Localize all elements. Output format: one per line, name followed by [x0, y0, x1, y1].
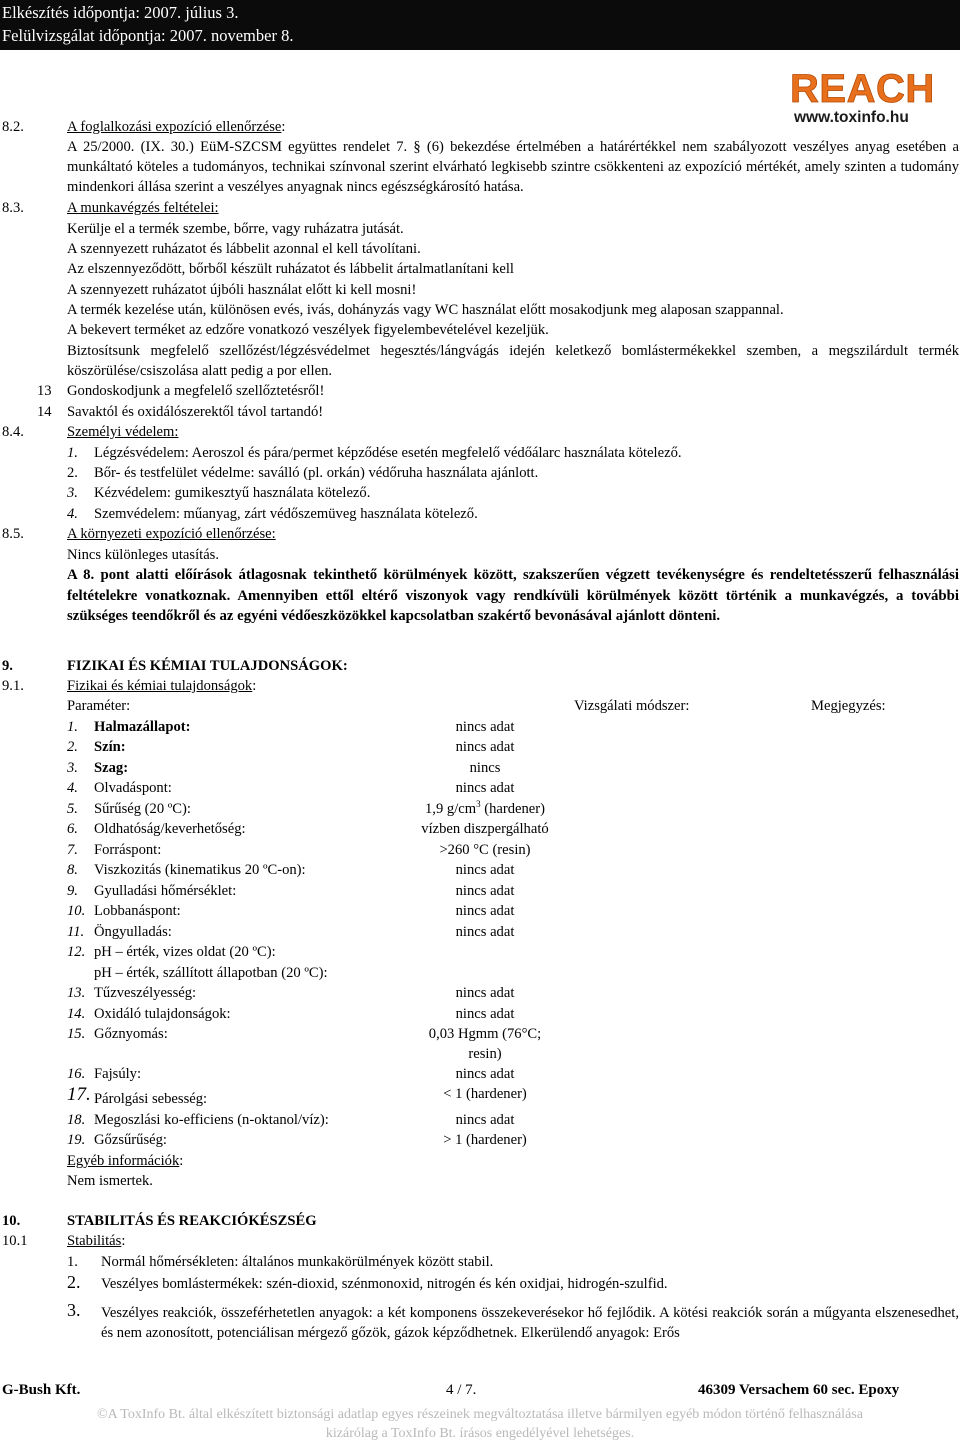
footer-product: 46309 Versachem 60 sec. Epoxy — [698, 1382, 900, 1398]
property-label: Oldhatóság/keverhetőség: — [94, 821, 246, 837]
property-value: > 1 (hardener) — [443, 1132, 527, 1148]
property-label: Fajsúly: — [94, 1066, 142, 1082]
section-10-1-title: Stabilitás — [67, 1233, 122, 1249]
property-number: 1. — [67, 719, 78, 735]
property-value: nincs adat — [455, 739, 515, 755]
property-value: nincs adat — [455, 719, 515, 735]
property-number: 5. — [67, 801, 78, 817]
copyright-disclaimer: ©A ToxInfo Bt. által elkészített biztonsági adatlap egyes részeinek megváltoztatása illetve bármilyen egyéb módon történő felhasználása — [97, 1407, 863, 1422]
protection-item-number: 3. — [67, 485, 78, 501]
other-info-heading — [67, 1151, 183, 1171]
property-number: 19. — [67, 1132, 86, 1148]
section-8-2-colon: : — [281, 119, 286, 135]
work-condition-line: A termék kezelése után, különösen evés, ivás, dohányzás vagy WC használat előtt mosakodjunk meg alaposan szappannal. — [67, 302, 784, 318]
property-label: Oxidáló tulajdonságok: — [94, 1006, 231, 1022]
property-label: Viszkozitás (kinematikus 20 ºC-on): — [94, 862, 306, 878]
property-value: < 1 (hardener) — [443, 1086, 527, 1102]
section-10-title: STABILITÁS ÉS REAKCIÓKÉSZSÉG — [67, 1213, 317, 1229]
property-value: nincs adat — [455, 985, 515, 1001]
property-label: Szag: — [94, 760, 129, 776]
property-label: Forráspont: — [94, 842, 162, 858]
stability-item-text: Veszélyes reakciók, összeférhetetlen anyagok: a két komponens összekeverésekor hő fejlődik. A kötési reakciók során a műgyanta elszenesedhet, és nem azonosított, potenciálisan mérgező gőzök, gázok képződhetnek. Elkerülendő anyagok: Erős — [101, 1305, 959, 1341]
footer-company: G-Bush Kft. — [2, 1382, 81, 1398]
column-header-method: Vizsgálati módszer: — [574, 698, 690, 714]
revision-date: Felülvizsgálat időpontja: 2007. november 8. — [2, 26, 294, 45]
work-condition-paragraph: Biztosítsunk megfelelő szellőzést/légzésvédelmet hegesztés/lángvágás idején keletkező bomlástermékekkel szemben, a megszilárdult termék köszörülése/csiszolása alatt pedig a por ellen. — [67, 343, 959, 379]
copyright-disclaimer: kizárólag a ToxInfo Bt. írásos engedélyével lehetséges. — [325, 1426, 635, 1441]
property-number: 18. — [67, 1112, 86, 1128]
property-value: nincs adat — [455, 924, 515, 940]
property-value: nincs — [469, 760, 501, 776]
stability-item-number: 3. — [67, 1300, 81, 1320]
section-8-4-number: 8.4. — [2, 424, 24, 440]
section-10-1-colon: : — [121, 1233, 126, 1249]
property-value: nincs adat — [455, 1066, 515, 1082]
property-value-continued: resin) — [468, 1046, 502, 1062]
property-label: Halmazállapot: — [94, 719, 191, 735]
protection-item-number: 1. — [67, 445, 78, 461]
other-info-colon: : — [179, 1153, 184, 1169]
property-number: 6. — [67, 821, 78, 837]
property-value: nincs adat — [455, 1006, 515, 1022]
property-number: 3. — [67, 760, 78, 776]
stability-item-number: 1. — [67, 1254, 78, 1270]
other-info-title: Egyéb információk — [67, 1153, 180, 1169]
property-value: 0,03 Hgmm (76°C; — [428, 1026, 542, 1042]
property-value: nincs adat — [455, 780, 515, 796]
section-10-number: 10. — [2, 1213, 21, 1229]
section-9-title: FIZIKAI ÉS KÉMIAI TULAJDONSÁGOK: — [67, 658, 348, 674]
logo-url: www.toxinfo.hu — [794, 109, 909, 126]
section-9-number: 9. — [2, 658, 13, 674]
property-value: vízben diszpergálható — [421, 821, 549, 837]
property-number: 9. — [67, 883, 78, 899]
stability-item-text: Normál hőmérsékleten: általános munkakörülmények között stabil. — [101, 1254, 494, 1270]
property-number: 13. — [67, 985, 86, 1001]
stability-item-text: Veszélyes bomlástermékek: szén-dioxid, szénmonoxid, nitrogén és kén oxidjai, hidrogén-szulfid. — [101, 1276, 668, 1292]
section-10-1-heading — [67, 1231, 125, 1251]
property-number: 16. — [67, 1066, 86, 1082]
property-label: Tűzveszélyesség: — [94, 985, 197, 1001]
section-8-2-paragraph: A 25/2000. (IX. 30.) EüM-SZCSM együttes rendelet 7. § (6) bekezdése értelmében a határértékkel nem szabályozott veszélyes anyag esetében a munkáltató köteles a tudományos, technikai színvonal szerint elvárható legkisebb szintre csökkenteni az expozíció mértékét, amely szinten a tudomány mindenkori állása szerint a veszélyes anyagnak nincs egészségkárosító hatása. — [67, 139, 959, 195]
section-8-2-number: 8.2. — [2, 119, 24, 135]
section-8-5-number: 8.5. — [2, 526, 24, 542]
section-8-2-title: A foglalkozási expozíció ellenőrzése — [67, 119, 282, 135]
property-number: 10. — [67, 903, 86, 919]
property-number: 2. — [67, 739, 78, 755]
section-8-3-number: 8.3. — [2, 200, 24, 216]
section-9-1-title: Fizikai és kémiai tulajdonságok — [67, 678, 253, 694]
property-value: nincs adat — [455, 883, 515, 899]
property-label: pH – érték, vizes oldat (20 ºC): — [94, 944, 276, 960]
column-header-note: Megjegyzés: — [811, 698, 886, 714]
property-label: Szín: — [94, 739, 126, 755]
section-8-4-title: Személyi védelem: — [67, 424, 179, 440]
list-number: 13 — [37, 383, 52, 399]
logo-word: REACH — [790, 67, 935, 111]
environment-note: Nincs különleges utasítás. — [67, 547, 219, 563]
section-8-2-heading — [67, 117, 285, 137]
work-condition-line: A szennyezett ruházatot és lábbelit azonnal el kell távolítani. — [67, 241, 421, 257]
reach-logo — [788, 64, 960, 130]
property-value: nincs adat — [455, 862, 515, 878]
property-label: Sűrűség (20 ºC): — [94, 801, 191, 817]
property-value — [380, 799, 590, 819]
property-value: >260 °C (resin) — [439, 842, 531, 858]
section-9-1-heading — [67, 676, 256, 696]
column-header-parameter: Paraméter: — [67, 698, 131, 714]
section-10-1-number: 10.1 — [2, 1233, 28, 1249]
property-label: Lobbanáspont: — [94, 903, 181, 919]
work-condition-line: Savaktól és oxidálószerektől távol tartandó! — [67, 404, 324, 420]
property-value: nincs adat — [455, 1112, 515, 1128]
other-info-text: Nem ismertek. — [67, 1173, 153, 1189]
work-condition-line: A szennyezett ruházatot újbóli használat előtt ki kell mosni! — [67, 282, 417, 298]
density-value: 1,9 g/cm — [425, 801, 477, 817]
property-number: 15. — [67, 1026, 86, 1042]
property-label: Gőzsűrűség: — [94, 1132, 167, 1148]
list-number: 14 — [37, 404, 52, 420]
property-number: 4. — [67, 780, 78, 796]
work-condition-line: A bekevert terméket az edzőre vonatkozó veszélyek figyelembevételével kezeljük. — [67, 322, 549, 338]
property-value: nincs adat — [455, 903, 515, 919]
property-number: 12. — [67, 944, 86, 960]
protection-item-text: Kézvédelem: gumikesztyű használata kötelező. — [94, 485, 371, 501]
footer-page-number: 4 / 7. — [446, 1382, 477, 1398]
property-number: 14. — [67, 1006, 86, 1022]
property-label: Gyulladási hőmérséklet: — [94, 883, 237, 899]
creation-date: Elkészítés időpontja: 2007. július 3. — [2, 3, 239, 22]
property-label: Párolgási sebesség: — [94, 1091, 208, 1107]
general-remark-paragraph: A 8. pont alatti előírások átlagosnak tekinthető körülmények között, szakszerűen végzett tevékenységre és rendeltetésszerű felhasználási feltételekre vonatkoznak. Amennyiben ettől eltérő viszonyok vagy rendkívüli körülmények között történik a munkavégzés, a további szükséges teendőkről és az egyéni védőeszközökkel kapcsolatban szakértő bevonásával ajánlott dönteni. — [67, 567, 959, 624]
property-number: 8. — [67, 862, 78, 878]
protection-item-number: 2. — [67, 465, 78, 481]
property-label: Gőznyomás: — [94, 1026, 168, 1042]
protection-item-text: Szemvédelem: műanyag, zárt védőszemüveg használata kötelező. — [94, 506, 478, 522]
density-exponent: 3 — [476, 799, 481, 810]
page-header — [0, 0, 960, 50]
section-9-1-number: 9.1. — [2, 678, 24, 694]
work-condition-line: Gondoskodjunk a megfelelő szellőztetésről! — [67, 383, 325, 399]
section-8-3-title: A munkavégzés feltételei: — [67, 200, 219, 216]
work-condition-line: Az elszennyeződött, bőrből készült ruházatot és lábbelit ártalmatlanítani kell — [67, 261, 514, 277]
protection-item-number: 4. — [67, 506, 78, 522]
section-9-1-colon: : — [252, 678, 257, 694]
protection-item-text: Bőr- és testfelület védelme: saválló (pl. orkán) védőruha használata ajánlott. — [94, 465, 539, 481]
property-number: 7. — [67, 842, 78, 858]
stability-item-number: 2. — [67, 1272, 81, 1292]
density-note: (hardener) — [480, 801, 545, 817]
property-label: Olvadáspont: — [94, 780, 172, 796]
section-8-5-title: A környezeti expozíció ellenőrzése: — [67, 526, 276, 542]
property-number: 11. — [67, 924, 85, 940]
work-condition-line: Kerülje el a termék szembe, bőrre, vagy ruházatra jutását. — [67, 221, 404, 237]
protection-item-text: Légzésvédelem: Aeroszol és pára/permet képződése esetén megfelelő védőálarc használata kötelező. — [94, 445, 682, 461]
property-label: pH – érték, szállított állapotban (20 ºC): — [94, 965, 328, 981]
property-label: Öngyulladás: — [94, 924, 172, 940]
property-label: Megoszlási ko-efficiens (n-oktanol/víz): — [94, 1112, 329, 1128]
property-number: 17. — [67, 1084, 91, 1105]
